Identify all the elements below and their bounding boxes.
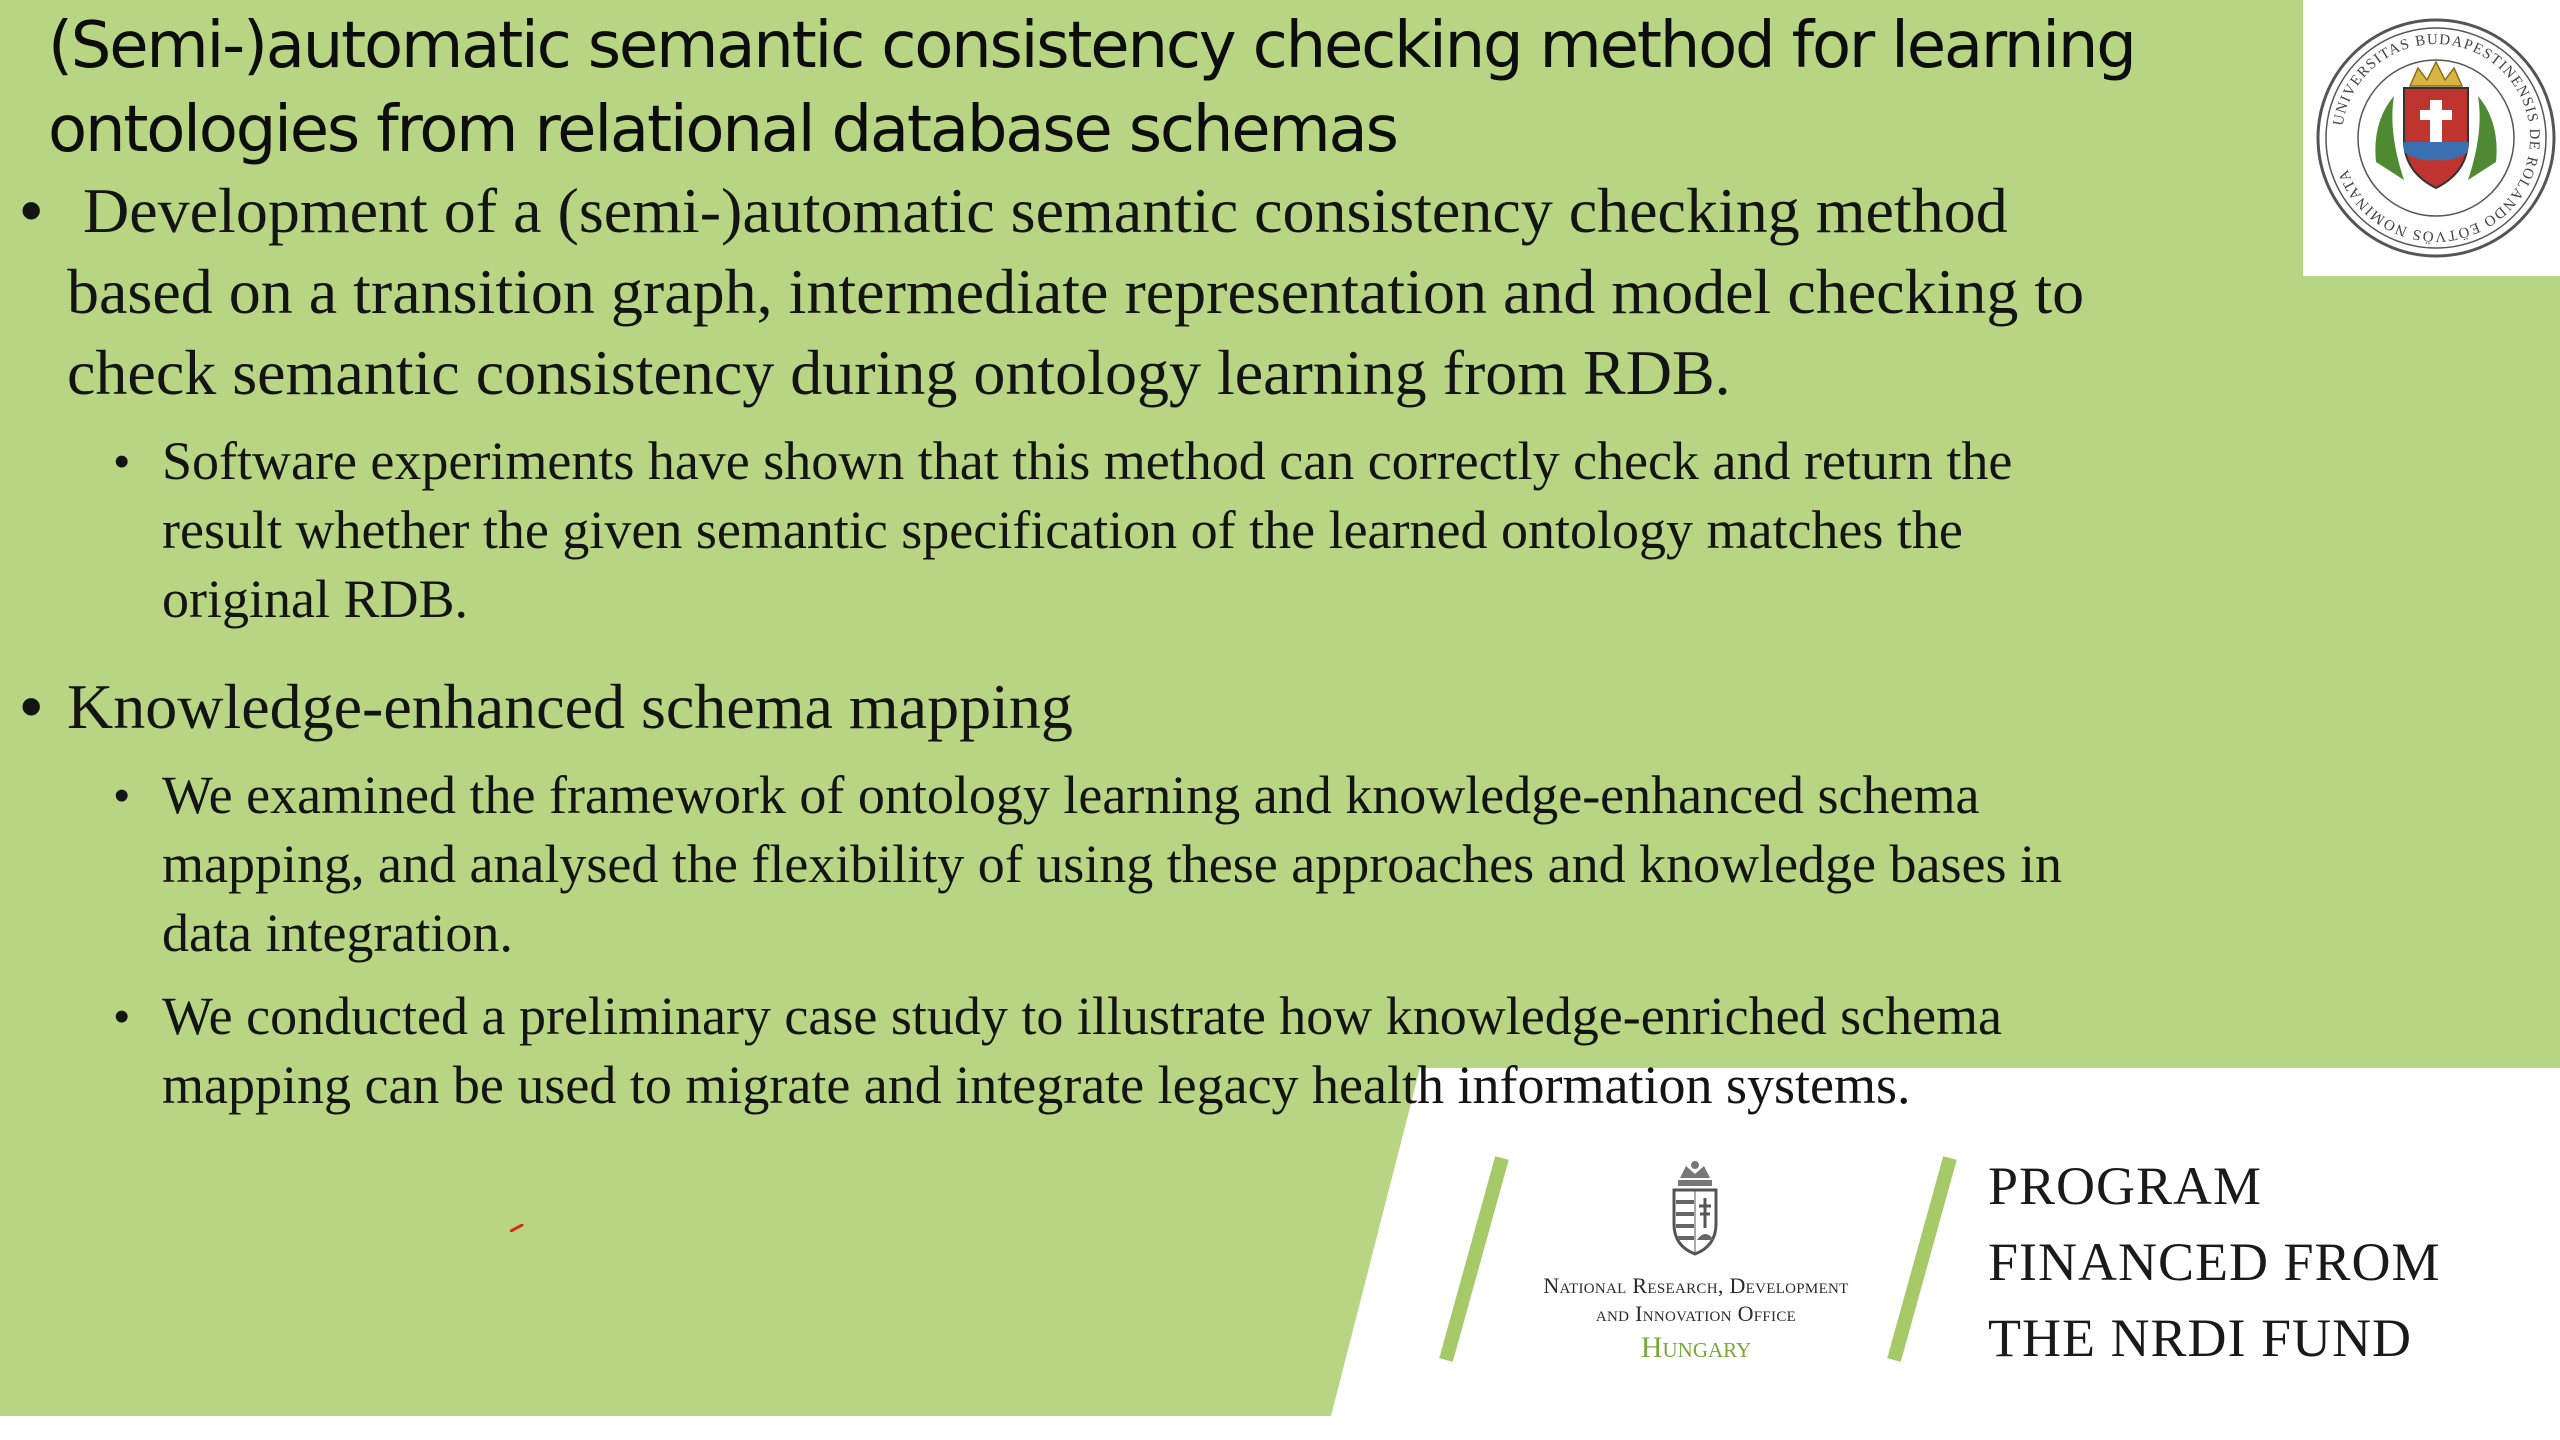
program-line: FINANCED FROM [1988,1232,2441,1292]
program-line: PROGRAM [1988,1156,2263,1216]
sub-bullet-glyph: • [114,992,130,1041]
sub-bullet-text-line: Software experiments have shown that this method can correctly check and return the [162,431,2013,491]
sub-bullet-text-line: mapping can be used to migrate and integrate legacy health information systems. [162,1055,1911,1115]
bullet-text-line: Development of a (semi-)automatic semantic consistency checking method [67,175,2008,246]
sub-bullet-text-line: result whether the given semantic specification of the learned ontology matches the [162,500,1963,560]
bullet-glyph: • [20,174,43,246]
bullet-glyph: • [20,670,43,742]
divider-slash [1894,1158,1950,1360]
svg-text:UNIVERSITAS BUDAPESTINENSIS DE: UNIVERSITAS BUDAPESTINENSIS DE ROLANDO EÖTVÖS NOMINATA [2330,31,2543,245]
nrdi-office-logo-text [1506,1272,1886,1368]
sub-bullet-text-line: We examined the framework of ontology learning and knowledge-enhanced schema [162,765,1980,825]
nrdi-country-label: Hungary [1640,1331,1752,1364]
sub-bullet-text-line: original RDB. [162,569,468,629]
sub-bullet-text-line: data integration. [162,903,513,963]
bullet-text-line: check semantic consistency during ontology learning from RDB. [67,337,1731,408]
slide-title-line: (Semi-)automatic semantic consistency checking method for learning [48,9,2135,83]
divider-slash [1446,1158,1502,1360]
slide-title-line: ontologies from relational database schemas [48,93,1397,167]
program-line: THE NRDI FUND [1988,1308,2412,1368]
sub-bullet-text-line: We conducted a preliminary case study to illustrate how knowledge-enriched schema [162,986,2003,1046]
bullet-text-line: based on a transition graph, intermediate representation and model checking to [67,256,2085,327]
nrdi-office-line: National Research, Development [1543,1273,1849,1298]
nrdi-office-line: and Innovation Office [1595,1301,1797,1326]
program-financed-text [1988,1148,2441,1376]
sub-bullet-text-line: mapping, and analysed the flexibility of using these approaches and knowledge bases in [162,834,2062,894]
bullet-text-line: Knowledge-enhanced schema mapping [67,671,1073,742]
hungary-coat-of-arms-icon [1666,1160,1724,1256]
sub-bullet-glyph: • [114,771,130,820]
sub-bullet-glyph: • [114,437,130,486]
